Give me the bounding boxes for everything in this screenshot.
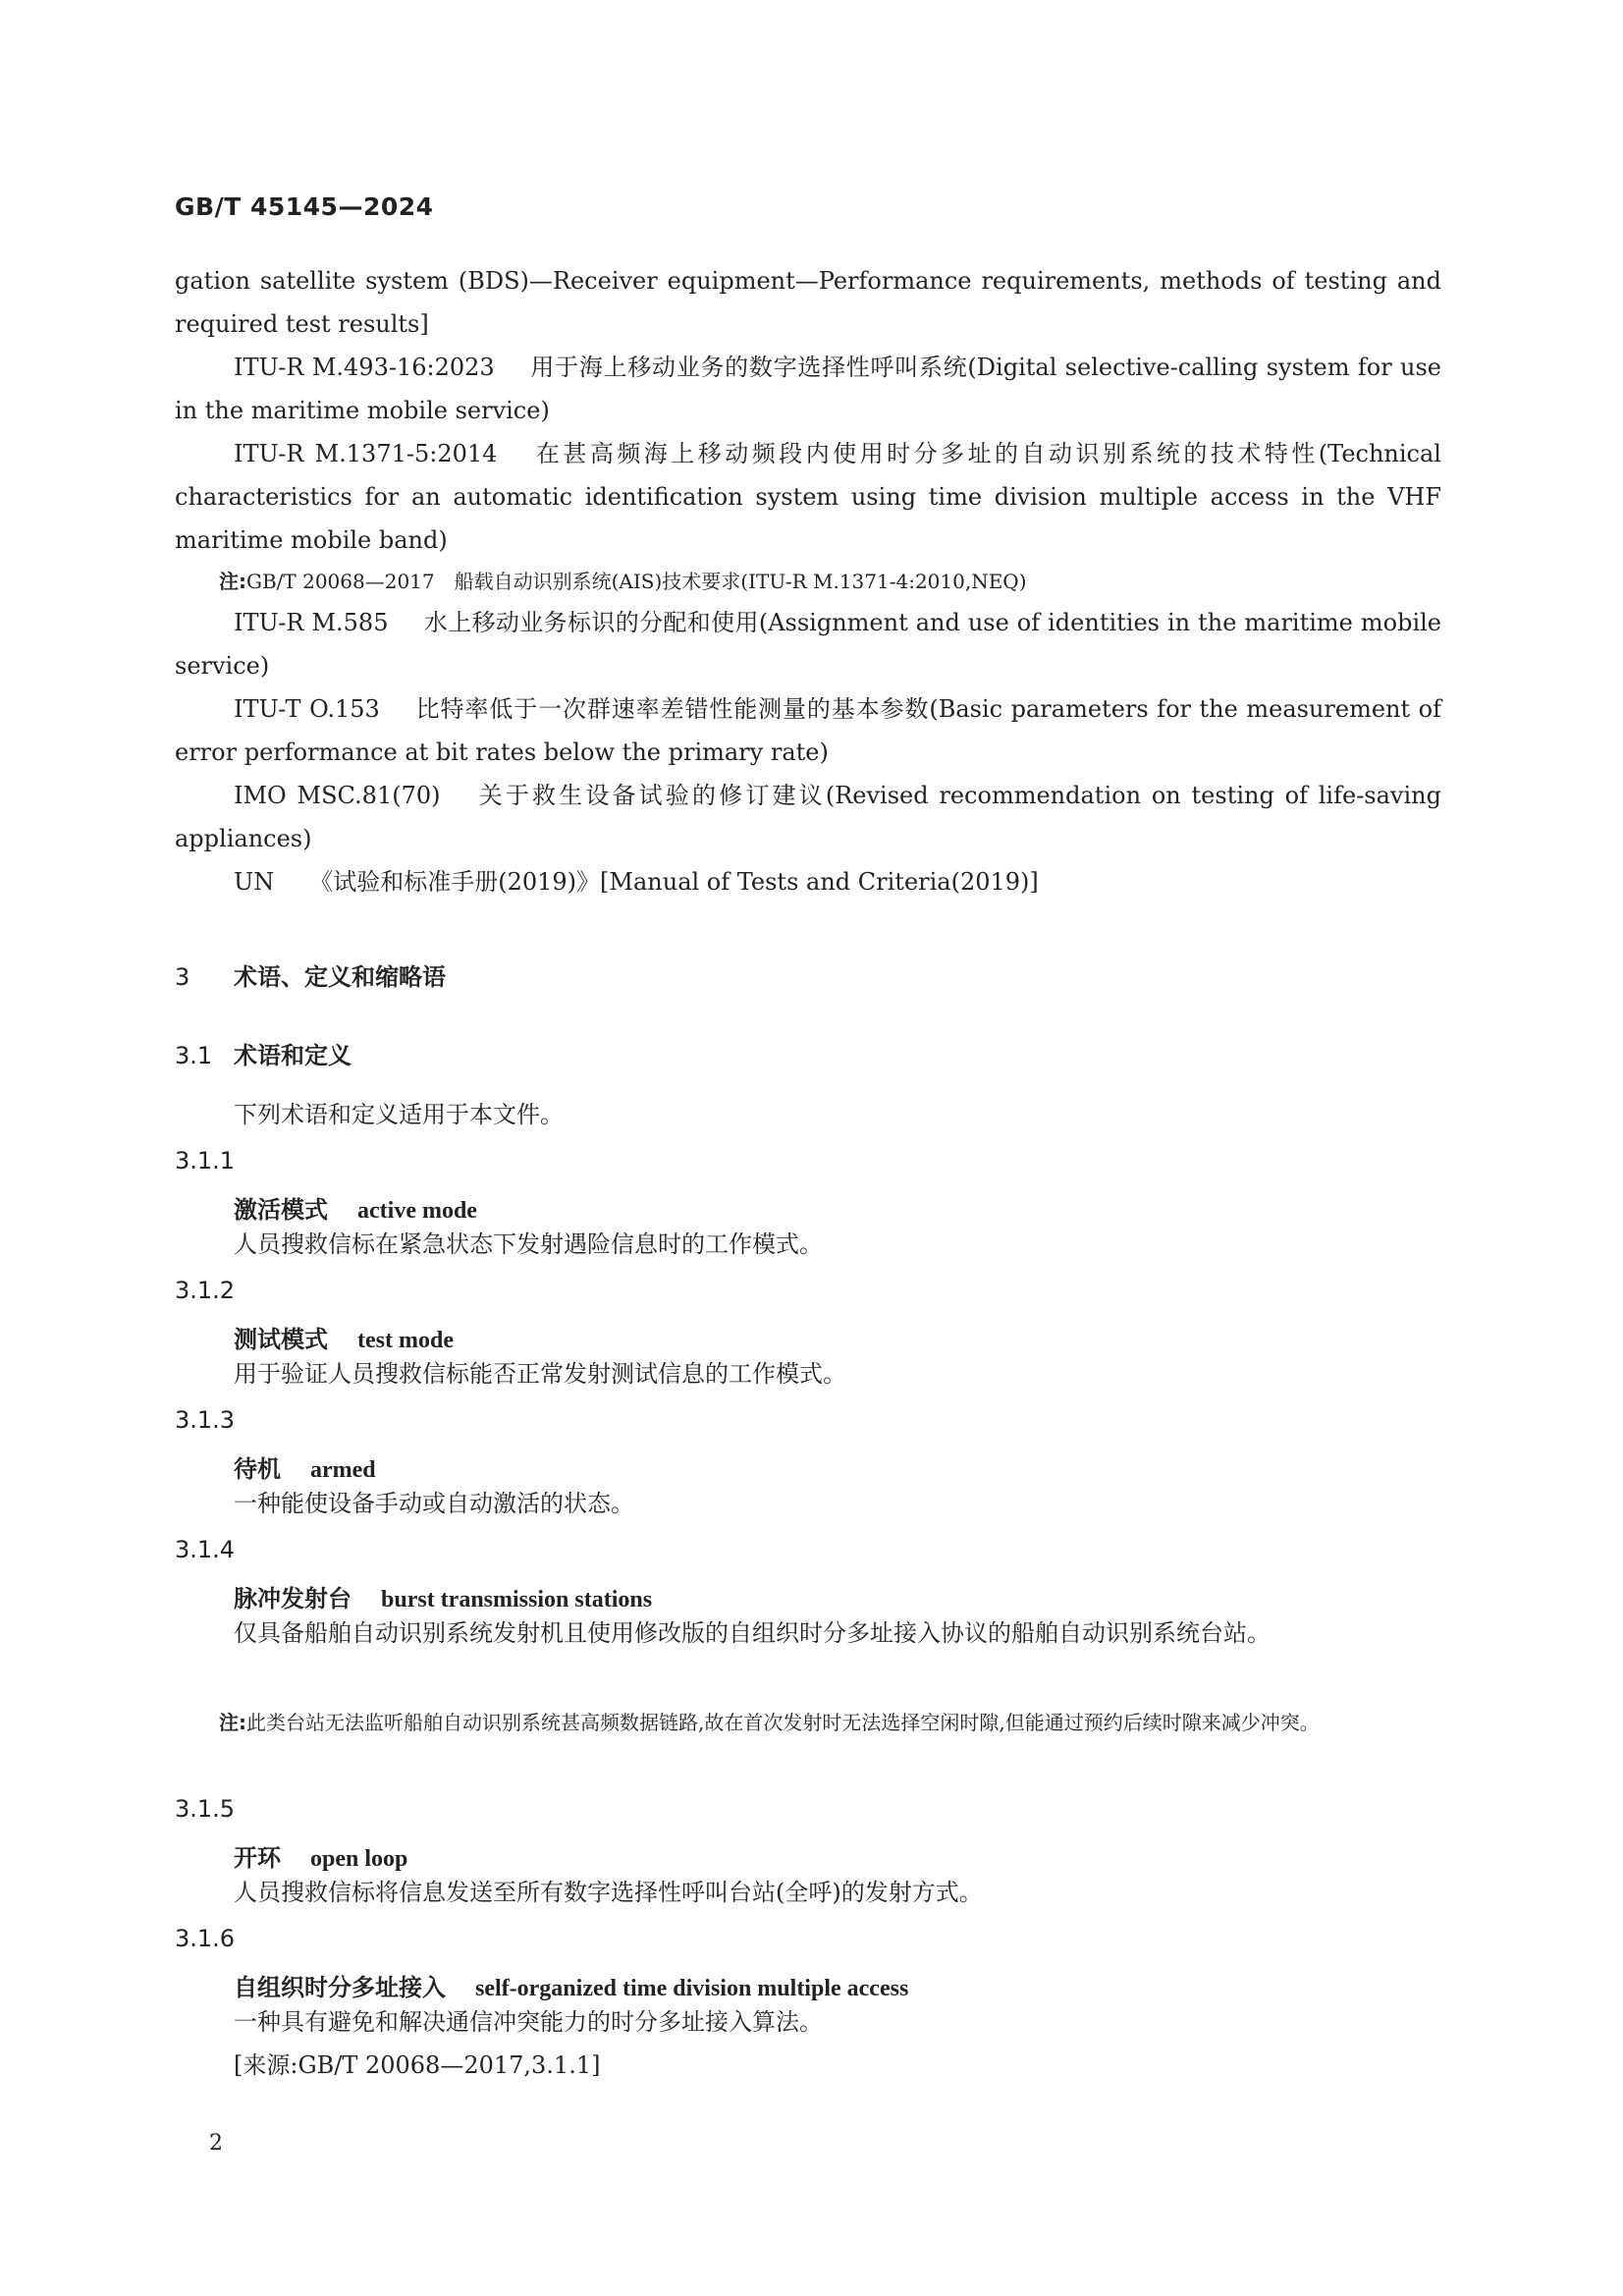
term-definition: 用于验证人员搜救信标能否正常发射测试信息的工作模式。 [234, 1360, 846, 1388]
page-number: 2 [209, 2131, 223, 2156]
reference-code: ITU-R M.585 [234, 609, 389, 636]
reference-item [175, 601, 1441, 687]
standard-code-header: GB/T 45145—2024 [175, 192, 434, 221]
section-number: 3 [175, 963, 190, 991]
note-label: 注: [219, 1711, 246, 1734]
term-en: armed [310, 1457, 376, 1483]
reference-code: ITU-R M.1371-5:2014 [234, 440, 498, 467]
term-source: [来源:GB/T 20068—2017,3.1.1] [234, 2051, 601, 2079]
term-heading [234, 1320, 454, 1354]
term-heading [234, 1449, 376, 1484]
reference-title: 在甚高频海上移动频段内使用时分多址的自动识别系统的技术特性(Technical characteristics for an automatic identification system using time division multiple access in the VHF maritime mobile band) [175, 440, 1441, 554]
term-heading [234, 1968, 908, 2002]
term-note [219, 1704, 1441, 1741]
term-zh: 开环 [234, 1844, 281, 1872]
term-en: test mode [357, 1328, 454, 1353]
reference-title: 用于海上移动业务的数字选择性呼叫系统(Digital selective-calling system for use in the maritime mobile service) [175, 354, 1441, 424]
term-en: self-organized time division multiple access [475, 1976, 909, 2001]
reference-code: ITU-R M.493-16:2023 [234, 354, 495, 381]
reference-item [175, 346, 1441, 432]
term-heading [234, 1579, 652, 1613]
term-number: 3.1.3 [175, 1406, 236, 1434]
term-definition: 一种能使设备手动或自动激活的状态。 [234, 1490, 634, 1517]
subsection-number: 3.1 [175, 1042, 213, 1069]
reference-continuation: gation satellite system (BDS)—Receiver equipment—Performance requirements, methods of testing and required test results] [175, 267, 1441, 338]
term-heading [234, 1190, 477, 1225]
subsection-title: 术语和定义 [234, 1042, 352, 1069]
term-zh: 脉冲发射台 [234, 1585, 352, 1613]
term-number: 3.1.2 [175, 1277, 236, 1304]
reference-title: 关于救生设备试验的修订建议(Revised recommendation on testing of life-saving appliances) [175, 782, 1441, 852]
term-en: burst transmission stations [381, 1587, 653, 1613]
subsection-intro: 下列术语和定义适用于本文件。 [234, 1101, 564, 1128]
reference-code: IMO MSC.81(70) [234, 782, 441, 809]
reference-code: UN [234, 868, 275, 896]
term-definition: 人员搜救信标在紧急状态下发射遇险信息时的工作模式。 [234, 1230, 823, 1258]
term-zh: 待机 [234, 1455, 281, 1483]
term-zh: 激活模式 [234, 1196, 328, 1224]
term-number: 3.1.1 [175, 1147, 236, 1175]
term-en: active mode [357, 1198, 477, 1224]
term-zh: 自组织时分多址接入 [234, 1974, 446, 2001]
section-heading [175, 957, 446, 992]
term-heading [234, 1838, 407, 1873]
term-en: open loop [310, 1846, 408, 1872]
reference-item [175, 687, 1441, 774]
term-definition: 仅具备船舶自动识别系统发射机且使用修改版的自组织时分多址接入协议的船舶自动识别系统台站。 [234, 1619, 1271, 1647]
reference-title: 水上移动业务标识的分配和使用(Assignment and use of identities in the maritime mobile service) [175, 609, 1441, 680]
note-text: 此类台站无法监听船舶自动识别系统甚高频数据链路,故在首次发射时无法选择空闲时隙,但能通过预约后续时隙来减少冲突。 [246, 1711, 1320, 1734]
reference-code: ITU-T O.153 [234, 695, 380, 723]
term-definition: 一种具有避免和解决通信冲突能力的时分多址接入算法。 [234, 2008, 823, 2036]
reference-item [175, 432, 1441, 562]
term-number: 3.1.5 [175, 1795, 236, 1823]
term-zh: 测试模式 [234, 1326, 328, 1353]
reference-item [175, 860, 1441, 903]
subsection-heading [175, 1036, 352, 1070]
reference-note [219, 564, 1441, 599]
note-label: 注: [219, 570, 246, 593]
section-title: 术语、定义和缩略语 [234, 963, 446, 991]
term-definition: 人员搜救信标将信息发送至所有数字选择性呼叫台站(全呼)的发射方式。 [234, 1879, 983, 1906]
reference-title: 比特率低于一次群速率差错性能测量的基本参数(Basic parameters for the measurement of error performance at bit rates below the primary rate) [175, 695, 1441, 766]
term-number: 3.1.6 [175, 1925, 236, 1952]
note-text: GB/T 20068—2017 船载自动识别系统(AIS)技术要求(ITU-R M.1371-4:2010,NEQ) [246, 570, 1027, 593]
reference-item [175, 774, 1441, 860]
reference-title: 《试验和标准手册(2019)》[Manual of Tests and Criteria(2019)] [309, 868, 1039, 896]
term-number: 3.1.4 [175, 1536, 236, 1563]
